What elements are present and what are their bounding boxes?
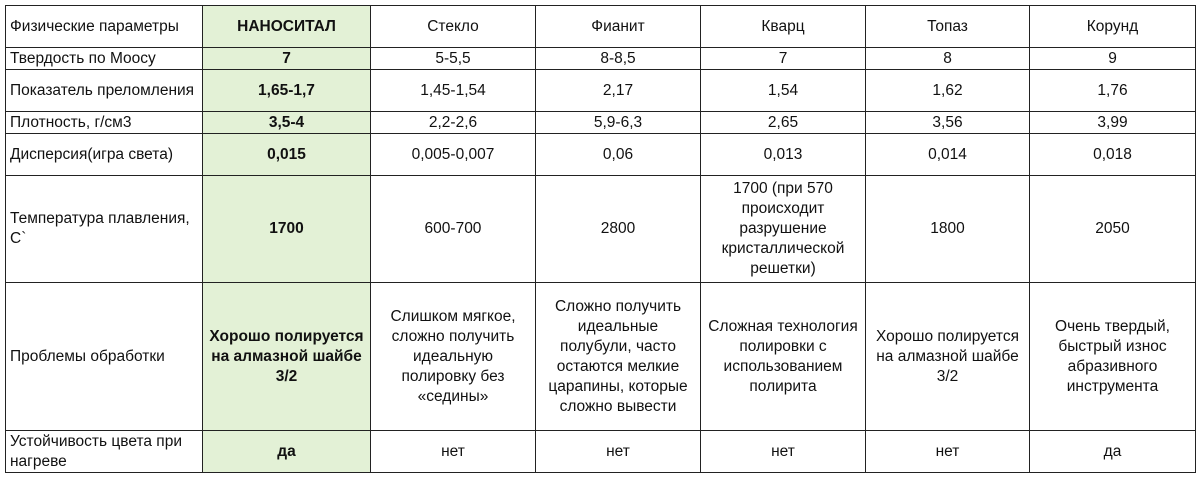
cell-topaz: 1,62: [866, 70, 1030, 112]
cell-glass: 1,45-1,54: [371, 70, 536, 112]
row-label-melting-point: Температура плавления, С`: [6, 176, 203, 283]
cell-corundum: 2050: [1030, 176, 1196, 283]
row-label-density: Плотность, г/см3: [6, 112, 203, 134]
cell-nanosital: 0,015: [203, 134, 371, 176]
cell-glass: 600-700: [371, 176, 536, 283]
cell-cubic-zirconia: 8-8,5: [536, 48, 701, 70]
cell-cubic-zirconia: 2,17: [536, 70, 701, 112]
cell-topaz: 0,014: [866, 134, 1030, 176]
header-glass: Стекло: [371, 6, 536, 48]
cell-quartz: 0,013: [701, 134, 866, 176]
cell-corundum: 3,99: [1030, 112, 1196, 134]
row-label-dispersion: Дисперсия(игра света): [6, 134, 203, 176]
header-topaz: Топаз: [866, 6, 1030, 48]
comparison-table: [5, 5, 1196, 473]
cell-glass: 0,005-0,007: [371, 134, 536, 176]
row-label-processing-problems: Проблемы обработки: [6, 283, 203, 431]
comparison-table-wrapper: [5, 5, 1196, 473]
cell-nanosital: 7: [203, 48, 371, 70]
table-row: [6, 112, 1196, 134]
cell-topaz: 8: [866, 48, 1030, 70]
cell-cubic-zirconia: 0,06: [536, 134, 701, 176]
cell-quartz: 1,54: [701, 70, 866, 112]
header-quartz: Кварц: [701, 6, 866, 48]
cell-glass: нет: [371, 431, 536, 473]
table-row: [6, 134, 1196, 176]
table-row: [6, 283, 1196, 431]
cell-glass: 5-5,5: [371, 48, 536, 70]
cell-nanosital: 1,65-1,7: [203, 70, 371, 112]
cell-corundum: да: [1030, 431, 1196, 473]
table-row: [6, 176, 1196, 283]
header-corundum: Корунд: [1030, 6, 1196, 48]
row-label-color-stability: Устойчивость цвета при нагреве: [6, 431, 203, 473]
cell-topaz: 3,56: [866, 112, 1030, 134]
cell-cubic-zirconia: 5,9-6,3: [536, 112, 701, 134]
cell-nanosital: да: [203, 431, 371, 473]
header-parameters: Физические параметры: [6, 6, 203, 48]
table-row: [6, 70, 1196, 112]
cell-corundum: 9: [1030, 48, 1196, 70]
cell-topaz: 1800: [866, 176, 1030, 283]
header-row: [6, 6, 1196, 48]
cell-quartz: 2,65: [701, 112, 866, 134]
row-label-refraction: Показатель преломления: [6, 70, 203, 112]
cell-quartz: нет: [701, 431, 866, 473]
table-row: [6, 431, 1196, 473]
cell-topaz: Хорошо полируется на алмазной шайбе 3/2: [866, 283, 1030, 431]
cell-cubic-zirconia: Сложно получить идеальные полубули, часто остаются мелкие царапины, которые сложно вывести: [536, 283, 701, 431]
cell-cubic-zirconia: 2800: [536, 176, 701, 283]
cell-topaz: нет: [866, 431, 1030, 473]
cell-corundum: 1,76: [1030, 70, 1196, 112]
header-nanosital: НАНОСИТАЛ: [203, 6, 371, 48]
cell-nanosital: 3,5-4: [203, 112, 371, 134]
cell-corundum: Очень твердый, быстрый износ абразивного инструмента: [1030, 283, 1196, 431]
row-label-hardness: Твердость по Моосу: [6, 48, 203, 70]
cell-quartz: Сложная технология полировки с использованием полирита: [701, 283, 866, 431]
cell-cubic-zirconia: нет: [536, 431, 701, 473]
cell-quartz: 7: [701, 48, 866, 70]
cell-quartz: 1700 (при 570 происходит разрушение кристаллической решетки): [701, 176, 866, 283]
cell-glass: Слишком мягкое, сложно получить идеальную полировку без «седины»: [371, 283, 536, 431]
header-cubic-zirconia: Фианит: [536, 6, 701, 48]
table-row: [6, 48, 1196, 70]
cell-nanosital: Хорошо полируется на алмазной шайбе 3/2: [203, 283, 371, 431]
cell-glass: 2,2-2,6: [371, 112, 536, 134]
cell-corundum: 0,018: [1030, 134, 1196, 176]
cell-nanosital: 1700: [203, 176, 371, 283]
